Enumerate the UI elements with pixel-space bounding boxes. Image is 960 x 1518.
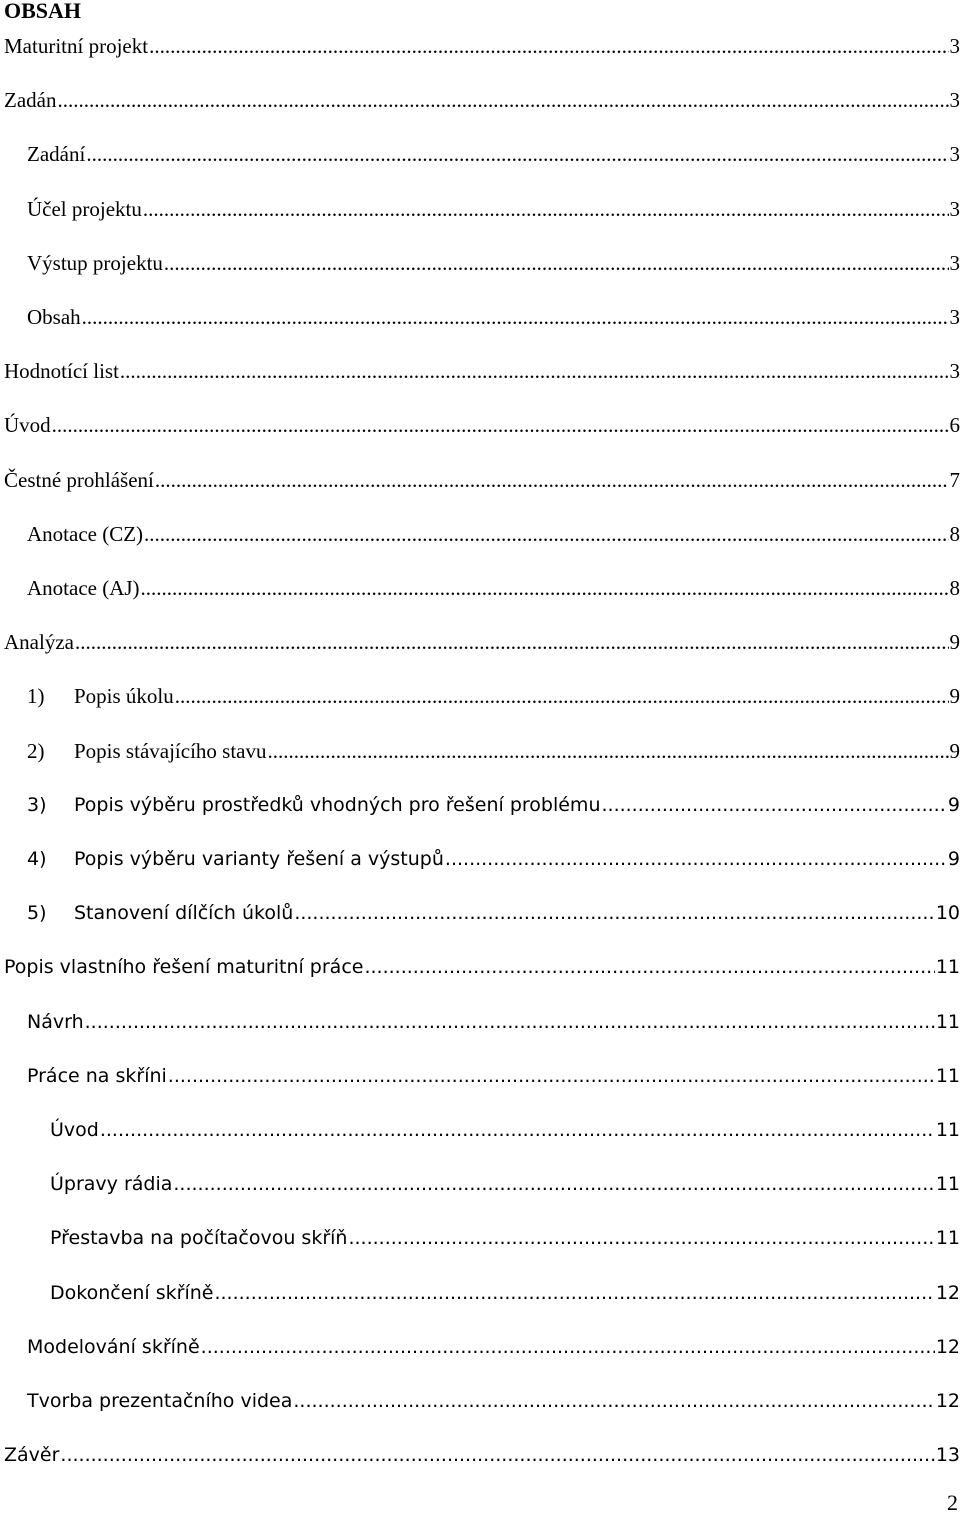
toc-entry[interactable] — [4, 85, 960, 115]
toc-dot-leader — [348, 1223, 934, 1253]
toc-entry-title: Anotace (AJ) — [27, 573, 140, 603]
toc-dot-leader — [149, 31, 948, 61]
toc-dot-leader — [57, 85, 948, 115]
toc-entry-page: 11 — [936, 952, 960, 982]
toc-entry-title: Popis úkolu — [74, 681, 174, 711]
toc-heading: OBSAH — [4, 0, 81, 24]
toc-entry[interactable] — [27, 681, 960, 711]
toc-entry[interactable] — [4, 465, 960, 495]
toc-dot-leader — [155, 465, 949, 495]
toc-dot-leader — [293, 1386, 934, 1416]
toc-dot-leader — [601, 790, 946, 820]
toc-entry-page: 3 — [950, 194, 960, 224]
toc-dot-leader — [52, 410, 949, 440]
toc-entry-title: Závěr — [4, 1440, 59, 1470]
toc-entry-page: 9 — [948, 844, 960, 874]
toc-dot-leader — [173, 1169, 934, 1199]
toc-entry-page: 11 — [936, 1115, 960, 1145]
toc-dot-leader — [364, 952, 934, 982]
toc-entry-page: 9 — [948, 790, 960, 820]
toc-entry-page: 3 — [950, 356, 960, 386]
toc-dot-leader — [143, 194, 949, 224]
toc-entry-number: 5) — [27, 898, 74, 928]
toc-entry[interactable] — [50, 1115, 960, 1145]
toc-entry-page: 11 — [936, 1223, 960, 1253]
toc-entry[interactable] — [27, 573, 960, 603]
toc-dot-leader — [75, 627, 949, 657]
toc-entry-page: 3 — [950, 248, 960, 278]
page-number: 2 — [947, 1488, 958, 1518]
toc-entry-title: Úvod — [4, 410, 51, 440]
toc-dot-leader — [214, 1278, 934, 1308]
toc-entry[interactable] — [50, 1169, 960, 1199]
toc-entry[interactable] — [27, 302, 960, 332]
toc-entry-page: 3 — [950, 139, 960, 169]
toc-entry-page: 8 — [950, 519, 960, 549]
toc-entry[interactable] — [4, 627, 960, 657]
toc-entry-number: 3) — [27, 790, 74, 820]
toc-entry-title: Přestavba na počítačovou skříň — [50, 1223, 347, 1253]
toc-dot-leader — [86, 139, 948, 169]
toc-entry-title: Zadán — [4, 85, 56, 115]
toc-dot-leader — [445, 844, 947, 874]
toc-entry-number: 1) — [27, 681, 74, 711]
toc-entry[interactable] — [27, 790, 960, 820]
toc-entry-title: Úvod — [50, 1115, 99, 1145]
toc-entry-title: Tvorba prezentačního videa — [27, 1386, 292, 1416]
toc-entry-title: Dokončení skříně — [50, 1278, 213, 1308]
toc-entry-page: 11 — [936, 1061, 960, 1091]
toc-entry[interactable] — [27, 844, 960, 874]
toc-entry-page: 12 — [936, 1278, 960, 1308]
toc-entry[interactable] — [4, 31, 960, 61]
toc-entry[interactable] — [27, 248, 960, 278]
toc-entry[interactable] — [27, 1332, 960, 1362]
toc-entry-title: Čestné prohlášení — [4, 465, 154, 495]
toc-entry[interactable] — [27, 139, 960, 169]
toc-entry[interactable] — [50, 1223, 960, 1253]
toc-entry[interactable] — [27, 194, 960, 224]
toc-entry-page: 11 — [936, 1169, 960, 1199]
toc-entry-number: 2) — [27, 736, 74, 766]
toc-entry[interactable] — [4, 410, 960, 440]
toc-entry[interactable] — [27, 898, 960, 928]
toc-entry[interactable] — [4, 356, 960, 386]
toc-entry-title: Anotace (CZ) — [27, 519, 143, 549]
toc-dot-leader — [294, 898, 935, 928]
toc-entry[interactable] — [27, 519, 960, 549]
toc-entry-page: 11 — [936, 1007, 960, 1037]
toc-entry-page: 9 — [950, 681, 960, 711]
toc-entry-title: Hodnotící list — [4, 356, 119, 386]
toc-entry[interactable] — [27, 1007, 960, 1037]
toc-entry-title: Obsah — [27, 302, 81, 332]
toc-dot-leader — [201, 1332, 935, 1362]
toc-entry[interactable] — [50, 1278, 960, 1308]
toc-dot-leader — [268, 736, 949, 766]
toc-entry-page: 10 — [936, 898, 960, 928]
toc-entry-title: Maturitní projekt — [4, 31, 148, 61]
toc-entry-page: 3 — [950, 85, 960, 115]
toc-entry-page: 9 — [950, 736, 960, 766]
toc-entry-title: Účel projektu — [27, 194, 142, 224]
toc-entry-title: Popis výběru prostředků vhodných pro řešení problému — [74, 790, 600, 820]
toc-dot-leader — [60, 1440, 934, 1470]
toc-entry-page: 6 — [950, 410, 960, 440]
toc-entry-title: Úpravy rádia — [50, 1169, 172, 1199]
toc-entry-page: 12 — [936, 1386, 960, 1416]
toc-entry-title: Práce na skříni — [27, 1061, 167, 1091]
toc-entry-title: Zadání — [27, 139, 85, 169]
toc-dot-leader — [164, 248, 949, 278]
toc-entry-title: Výstup projektu — [27, 248, 163, 278]
toc-entry-title: Analýza — [4, 627, 74, 657]
toc-dot-leader — [144, 519, 948, 549]
toc-entry[interactable] — [27, 1061, 960, 1091]
toc-dot-leader — [100, 1115, 935, 1145]
toc-entry-page: 3 — [950, 302, 960, 332]
toc-dot-leader — [175, 681, 949, 711]
toc-entry-title: Popis výběru varianty řešení a výstupů — [74, 844, 444, 874]
toc-entry-title: Modelování skříně — [27, 1332, 200, 1362]
toc-entry[interactable] — [27, 736, 960, 766]
toc-entry-title: Stanovení dílčích úkolů — [74, 898, 293, 928]
toc-entry[interactable] — [27, 1386, 960, 1416]
toc-dot-leader — [168, 1061, 935, 1091]
toc-entry[interactable] — [4, 1440, 960, 1470]
toc-entry-number: 4) — [27, 844, 74, 874]
toc-dot-leader — [85, 1007, 935, 1037]
toc-entry-title: Návrh — [27, 1007, 84, 1037]
toc-entry-page: 13 — [936, 1440, 960, 1470]
toc-entry-page: 8 — [950, 573, 960, 603]
toc-entry[interactable] — [4, 952, 960, 982]
toc-entry-title: Popis stávajícího stavu — [74, 736, 267, 766]
toc-entry-page: 7 — [950, 465, 960, 495]
toc-entry-page: 12 — [936, 1332, 960, 1362]
toc-entry-page: 9 — [950, 627, 960, 657]
toc-entry-page: 3 — [950, 31, 960, 61]
toc-dot-leader — [141, 573, 949, 603]
toc-dot-leader — [120, 356, 949, 386]
toc-dot-leader — [82, 302, 949, 332]
toc-entry-title: Popis vlastního řešení maturitní práce — [4, 952, 363, 982]
